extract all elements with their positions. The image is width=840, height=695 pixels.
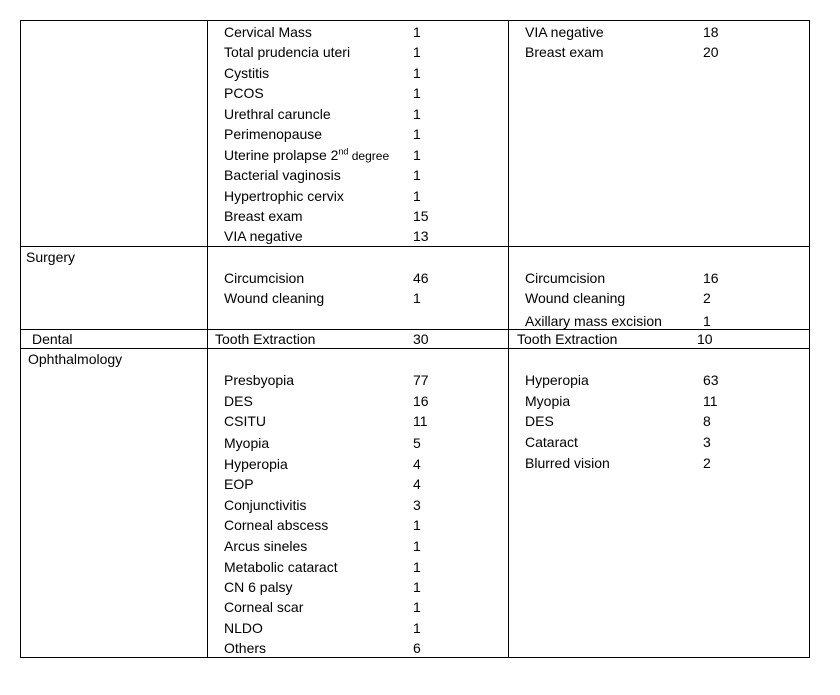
table-cell: VIA negative [525,24,604,40]
table-cell: 20 [703,44,719,60]
table-cell: Perimenopause [224,126,323,142]
section-label-surgery: Surgery [26,249,76,265]
table-cell: Total prudencia uteri [224,44,351,60]
table-cell: 46 [413,270,429,286]
table-cell: 1 [413,620,421,636]
table-cell: CN 6 palsy [224,579,293,595]
table-cell: 3 [703,434,711,450]
table-cell: 16 [413,393,429,409]
table-cell: Myopia [525,393,571,409]
table-cell: Circumcision [525,270,606,286]
table-cell: Wound cleaning [224,290,325,306]
table-cell: 1 [413,538,421,554]
table-cell: 10 [697,331,713,347]
table-cell [224,146,389,165]
table-cell: 4 [413,476,421,492]
table-cell: 30 [413,331,429,347]
table-cell: Arcus sineles [224,538,308,554]
section-label-dental: Dental [32,331,73,347]
table-cell: 77 [413,372,429,388]
table-cell: 15 [413,208,429,224]
table-cell: DES [224,393,253,409]
table-cell: 1 [413,599,421,615]
table-cell: 2 [703,455,711,471]
table-cell: Cystitis [224,65,270,81]
table-cell: Blurred vision [525,455,610,471]
table-cell: Hypertrophic cervix [224,188,344,204]
table-cell: 16 [703,270,719,286]
table-cell: VIA negative [224,228,303,244]
table-cell: 18 [703,24,719,40]
table-cell: EOP [224,476,254,492]
table-cell: Hyperopia [525,372,589,388]
table-cell: Others [224,640,267,656]
table-cell: Cervical Mass [224,24,312,40]
table-cell: 5 [413,435,421,451]
cell-text: degree [348,149,390,163]
table-cell: DES [525,413,554,429]
table-cell: 3 [413,497,421,513]
table-cell: Corneal scar [224,599,304,615]
table-cell: 1 [413,44,421,60]
table-cell: Presbyopia [224,372,295,388]
table-cell: CSITU [224,413,266,429]
table-cell: Cataract [525,434,578,450]
table-cell: 11 [413,413,428,429]
table-cell: Circumcision [224,270,305,286]
row-divider-surgery [20,246,810,247]
section-label-ophthalmology: Ophthalmology [28,351,123,367]
table-cell: 2 [703,290,711,306]
table-cell: 1 [413,167,421,183]
table-cell: Corneal abscess [224,517,329,533]
table-cell: 6 [413,640,421,656]
table-cell: PCOS [224,85,264,101]
cell-sup: nd [338,146,349,157]
table-cell: 1 [413,106,421,122]
table-cell: 1 [703,313,711,329]
table-cell: Breast exam [224,208,303,224]
table-cell: Tooth Extraction [215,331,316,347]
table-cell: 63 [703,372,719,388]
table-cell: Myopia [224,435,270,451]
table-cell: Urethral caruncle [224,106,331,122]
table-cell: 1 [413,559,421,575]
table-cell: Axillary mass excision [525,313,662,329]
table-cell: Hyperopia [224,456,288,472]
table-cell: 11 [703,393,718,409]
column-divider-2 [508,20,509,658]
table-cell: 4 [413,456,421,472]
table-cell: 13 [413,228,429,244]
table-cell: 1 [413,24,421,40]
table-cell: 1 [413,147,421,163]
table-cell: Tooth Extraction [517,331,618,347]
table-cell: Metabolic cataract [224,559,338,575]
column-divider-1 [207,20,208,658]
table-cell: 1 [413,65,421,81]
row-divider-ophthalmology [20,348,810,349]
table-cell: 1 [413,517,421,533]
table-cell: 8 [703,413,711,429]
table-cell: Breast exam [525,44,604,60]
table-cell: 1 [413,188,421,204]
table-cell: 1 [413,579,421,595]
table-cell: Conjunctivitis [224,497,307,513]
table-cell: NLDO [224,620,263,636]
table-cell: 1 [413,290,421,306]
cell-text: Uterine prolapse 2 [224,147,339,163]
table-cell: 1 [413,85,421,101]
table-cell: Wound cleaning [525,290,626,306]
table-cell: Bacterial vaginosis [224,167,341,183]
table-cell: 1 [413,126,421,142]
